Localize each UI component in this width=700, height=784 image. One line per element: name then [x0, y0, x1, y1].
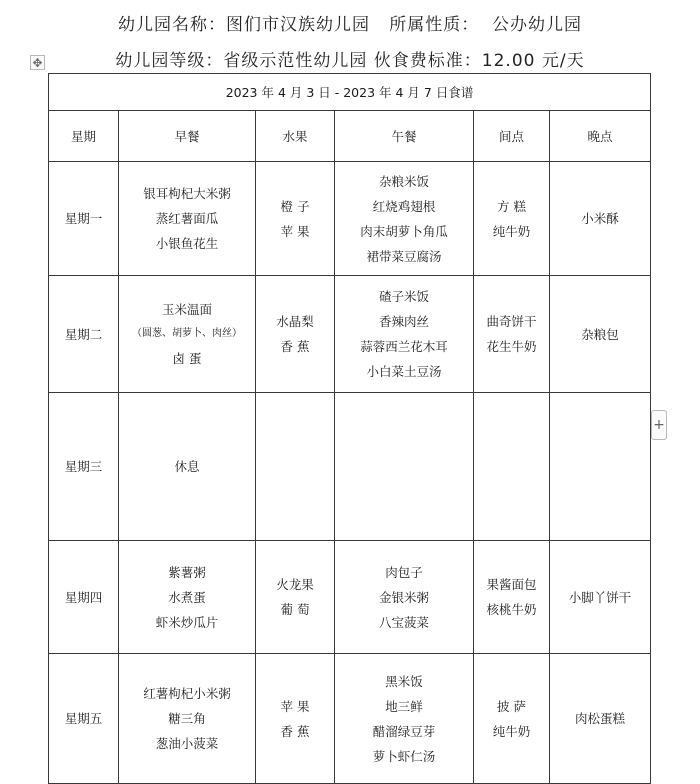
- menu-item: 小米酥: [581, 211, 619, 226]
- menu-item: 肉末胡萝卜角瓜: [360, 223, 448, 239]
- menu-item: 杂粮米饭: [378, 173, 429, 189]
- menu-item: 休息: [174, 459, 200, 474]
- menu-item: 苹 果: [280, 698, 310, 714]
- lunch-cell: [335, 541, 474, 654]
- day-cell: 星期五: [49, 654, 119, 784]
- menu-item: 苹 果: [280, 223, 310, 239]
- menu-item: 肉包子: [385, 564, 423, 580]
- table-row: [49, 541, 651, 654]
- menu-item: 银耳枸杞大米粥: [143, 186, 231, 201]
- menu-item: 香 蕉: [280, 723, 310, 739]
- menu-item: 蒜蓉西兰花木耳: [360, 339, 448, 354]
- menu-item: 萝卜虾仁汤: [372, 748, 436, 764]
- column-header-day: 星期: [49, 111, 119, 162]
- menu-item: 葱油小菠菜: [155, 736, 219, 751]
- fruit-cell: [256, 654, 335, 784]
- move-arrows-icon[interactable]: ✥: [30, 55, 45, 70]
- menu-item: 曲奇饼干: [486, 314, 537, 329]
- fruit-cell: [256, 541, 335, 654]
- menu-table: [48, 73, 651, 784]
- table-row: [49, 654, 651, 784]
- column-header-dinner: 晚点: [550, 111, 651, 162]
- header-line-2: 幼儿园等级：省级示范性幼儿园 伙食费标准：12.00 元/天: [115, 51, 585, 71]
- header-line-1: 幼儿园名称：图们市汉族幼儿园 所属性质： 公办幼儿园: [117, 15, 583, 35]
- menu-item: 地三鲜: [385, 698, 423, 714]
- table-header-row: [49, 111, 651, 162]
- breakfast-cell: [119, 162, 256, 276]
- table-row: [49, 162, 651, 276]
- fruit-cell: [256, 276, 335, 393]
- menu-item: 小脚丫饼干: [568, 589, 632, 605]
- menu-item: 金银米粥: [378, 589, 429, 605]
- menu-item: 虾米炒瓜片: [155, 614, 219, 630]
- menu-item: 卤 蛋: [172, 351, 202, 366]
- fruit-cell: [256, 162, 335, 276]
- menu-item: 裙带菜豆腐汤: [366, 248, 442, 264]
- plus-icon[interactable]: +: [651, 410, 667, 440]
- menu-item: 糖三角: [168, 711, 206, 726]
- table-row: [49, 393, 651, 541]
- menu-item: 黑米饭: [385, 673, 423, 689]
- menu-item: 肉松蛋糕: [575, 711, 626, 726]
- menu-item: 小白菜土豆汤: [366, 364, 442, 379]
- snack-cell: [474, 162, 550, 276]
- day-cell: 星期二: [49, 276, 119, 393]
- menu-item: 红薯枸杞小米粥: [143, 686, 231, 701]
- snack-cell: [474, 276, 550, 393]
- column-header-breakfast: 早餐: [119, 111, 256, 162]
- menu-item: 果酱面包: [486, 577, 537, 592]
- menu-item: 香辣肉丝: [378, 314, 429, 329]
- column-header-snack: 间点: [474, 111, 550, 162]
- snack-cell: [474, 541, 550, 654]
- day-cell: 星期三: [49, 393, 119, 541]
- menu-item: 玉米温面: [161, 302, 212, 317]
- menu-item: 紫薯粥: [168, 564, 206, 580]
- fruit-cell: [256, 393, 335, 541]
- lunch-cell: [335, 276, 474, 393]
- snack-cell: [474, 654, 550, 784]
- menu-item: 花生牛奶: [486, 339, 537, 354]
- column-header-fruit: 水果: [256, 111, 335, 162]
- menu-item: 八宝菠菜: [378, 614, 429, 630]
- menu-item: 橙 子: [280, 198, 310, 214]
- menu-item: 红烧鸡翅根: [372, 198, 436, 214]
- menu-item: 水煮蛋: [168, 589, 206, 605]
- menu-item: 核桃牛奶: [486, 602, 537, 617]
- dinner-cell: [550, 276, 651, 393]
- menu-item: 纯牛奶: [492, 223, 531, 239]
- dinner-cell: [550, 393, 651, 541]
- dinner-cell: [550, 654, 651, 784]
- dinner-cell: [550, 541, 651, 654]
- snack-cell: [474, 393, 550, 541]
- menu-item: 碴子米饭: [378, 289, 429, 304]
- menu-item-note: （圆葱、胡萝卜、肉丝）: [132, 328, 242, 339]
- menu-item: 醋溜绿豆芽: [372, 723, 436, 739]
- breakfast-cell: [119, 276, 256, 393]
- day-cell: 星期四: [49, 541, 119, 654]
- table-row: [49, 276, 651, 393]
- dinner-cell: [550, 162, 651, 276]
- menu-item: 披 萨: [497, 698, 526, 714]
- breakfast-cell: [119, 541, 256, 654]
- menu-item: 杂粮包: [581, 326, 619, 342]
- menu-item: 蒸红薯面瓜: [155, 211, 219, 226]
- table-title: 2023 年 4 月 3 日 - 2023 年 4 月 7 日食谱: [49, 74, 651, 111]
- lunch-cell: [335, 393, 474, 541]
- menu-item: 水晶梨: [276, 314, 314, 329]
- lunch-cell: [335, 654, 474, 784]
- menu-item: 小银鱼花生: [155, 236, 219, 251]
- breakfast-cell: [119, 654, 256, 784]
- menu-item: 方 糕: [497, 198, 526, 214]
- menu-item: 火龙果: [276, 577, 314, 592]
- column-header-lunch: 午餐: [335, 111, 474, 162]
- menu-item: 香 蕉: [280, 339, 310, 354]
- menu-item: 葡 萄: [280, 602, 310, 617]
- menu-item: 纯牛奶: [492, 723, 531, 739]
- lunch-cell: [335, 162, 474, 276]
- day-cell: 星期一: [49, 162, 119, 276]
- breakfast-cell: [119, 393, 256, 541]
